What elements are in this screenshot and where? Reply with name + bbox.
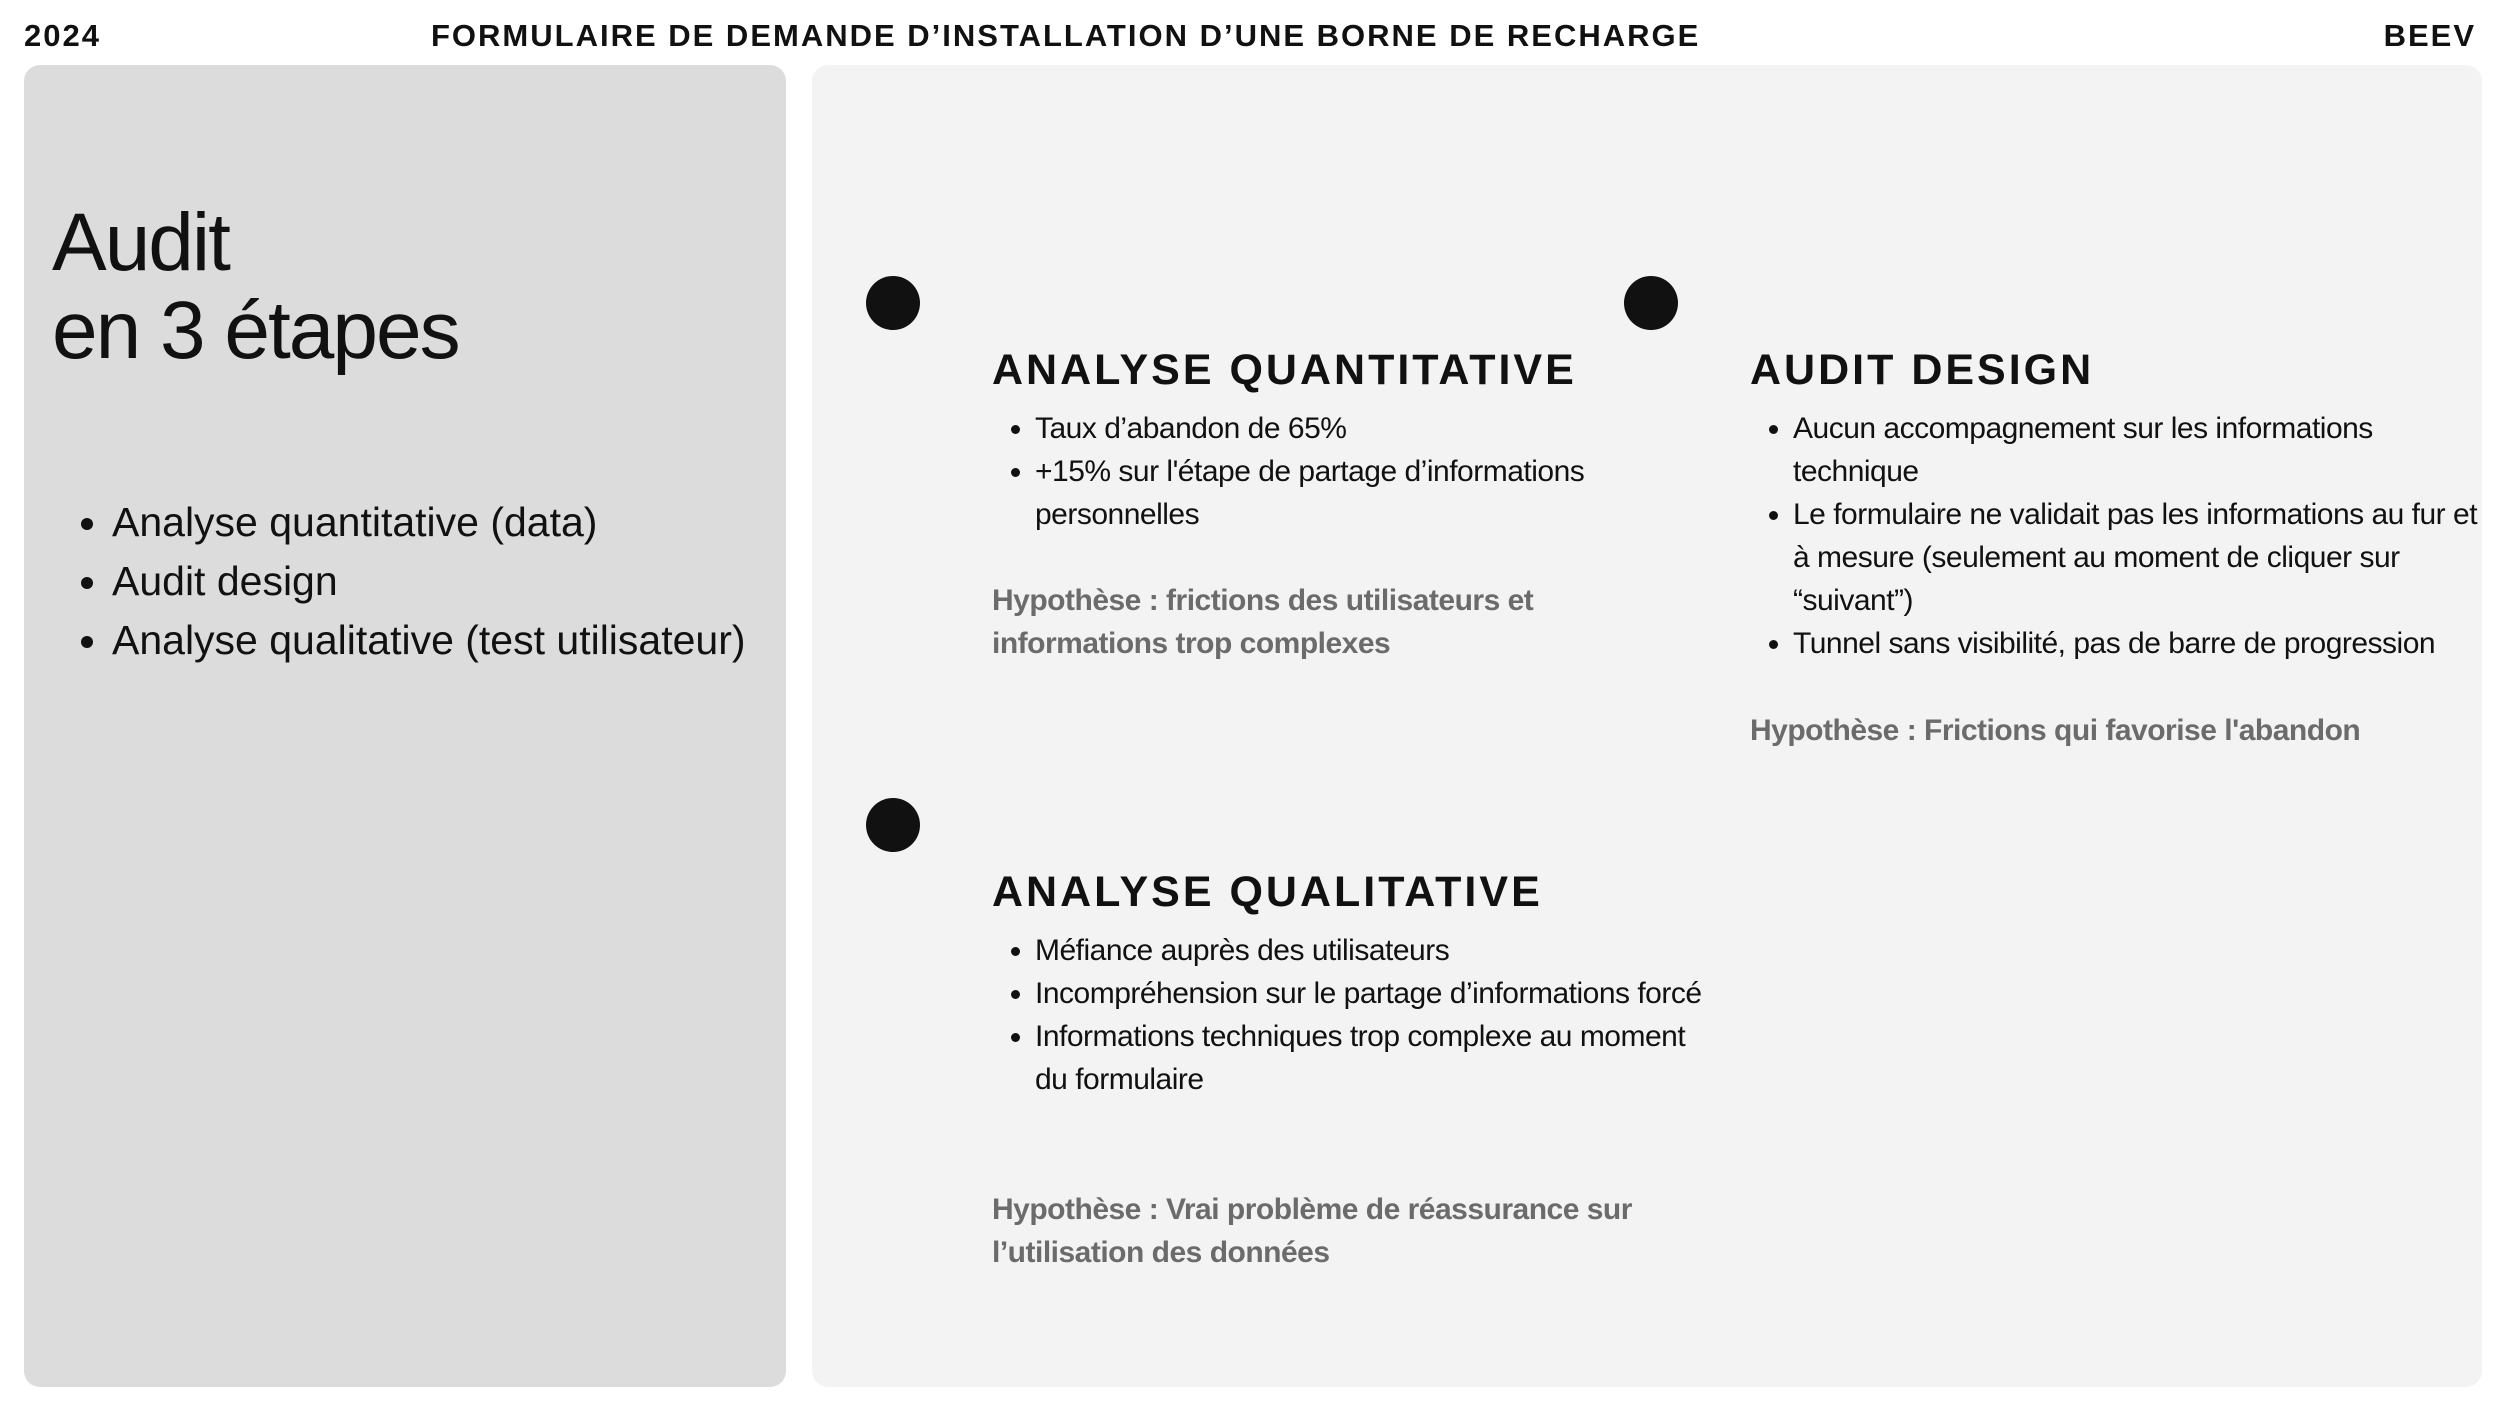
- list-item: • Taux d’abandon de 65%: [1035, 407, 1595, 450]
- section-title: AUDIT DESIGN: [1750, 346, 2095, 394]
- section-list: [1750, 407, 2483, 665]
- bullet-dot-icon: [866, 276, 920, 330]
- section-title: ANALYSE QUALITATIVE: [992, 868, 1543, 916]
- header-bar: [0, 0, 2500, 64]
- list-item: • Méfiance auprès des utilisateurs: [1035, 929, 1715, 972]
- header-brand: BEEV: [2383, 18, 2476, 53]
- list-item: • Aucun accompagnement sur les informations technique: [1793, 407, 2483, 493]
- header-year: 2024: [24, 18, 101, 53]
- page-title-line-1: Audit: [52, 197, 229, 288]
- section-title: ANALYSE QUANTITATIVE: [992, 346, 1577, 394]
- left-panel: [24, 65, 786, 1387]
- list-item: • Informations techniques trop complexe au moment du formulaire: [1035, 1015, 1715, 1101]
- step-item: • Analyse qualitative (test utilisateur): [112, 611, 752, 670]
- list-item: • +15% sur l'étape de partage d’informations personnelles: [1035, 450, 1595, 536]
- steps-list: [52, 493, 752, 670]
- bullet-dot-icon: [1624, 276, 1678, 330]
- list-item: • Tunnel sans visibilité, pas de barre de progression: [1793, 622, 2483, 665]
- page-title: [52, 199, 459, 375]
- section-hypothesis: Hypothèse : Vrai problème de réassurance sur l’utilisation des données: [992, 1193, 1632, 1269]
- page-title-line-2: en 3 étapes: [52, 285, 459, 376]
- section-list: [992, 407, 1595, 536]
- section-hypothesis: Hypothèse : Frictions qui favorise l'abandon: [1750, 714, 2361, 747]
- right-panel: [812, 65, 2482, 1387]
- list-item: • Le formulaire ne validait pas les informations au fur et à mesure (seulement au moment de cliquer sur “suivant”): [1793, 493, 2483, 622]
- bullet-dot-icon: [866, 798, 920, 852]
- step-item: • Analyse quantitative (data): [112, 493, 752, 552]
- section-hypothesis: Hypothèse : frictions des utilisateurs et informations trop complexes: [992, 584, 1534, 660]
- step-item: • Audit design: [112, 552, 752, 611]
- header-title: FORMULAIRE DE DEMANDE D’INSTALLATION D’UNE BORNE DE RECHARGE: [431, 18, 1701, 53]
- list-item: • Incompréhension sur le partage d’informations forcé: [1035, 972, 1715, 1015]
- section-list: [992, 929, 1715, 1101]
